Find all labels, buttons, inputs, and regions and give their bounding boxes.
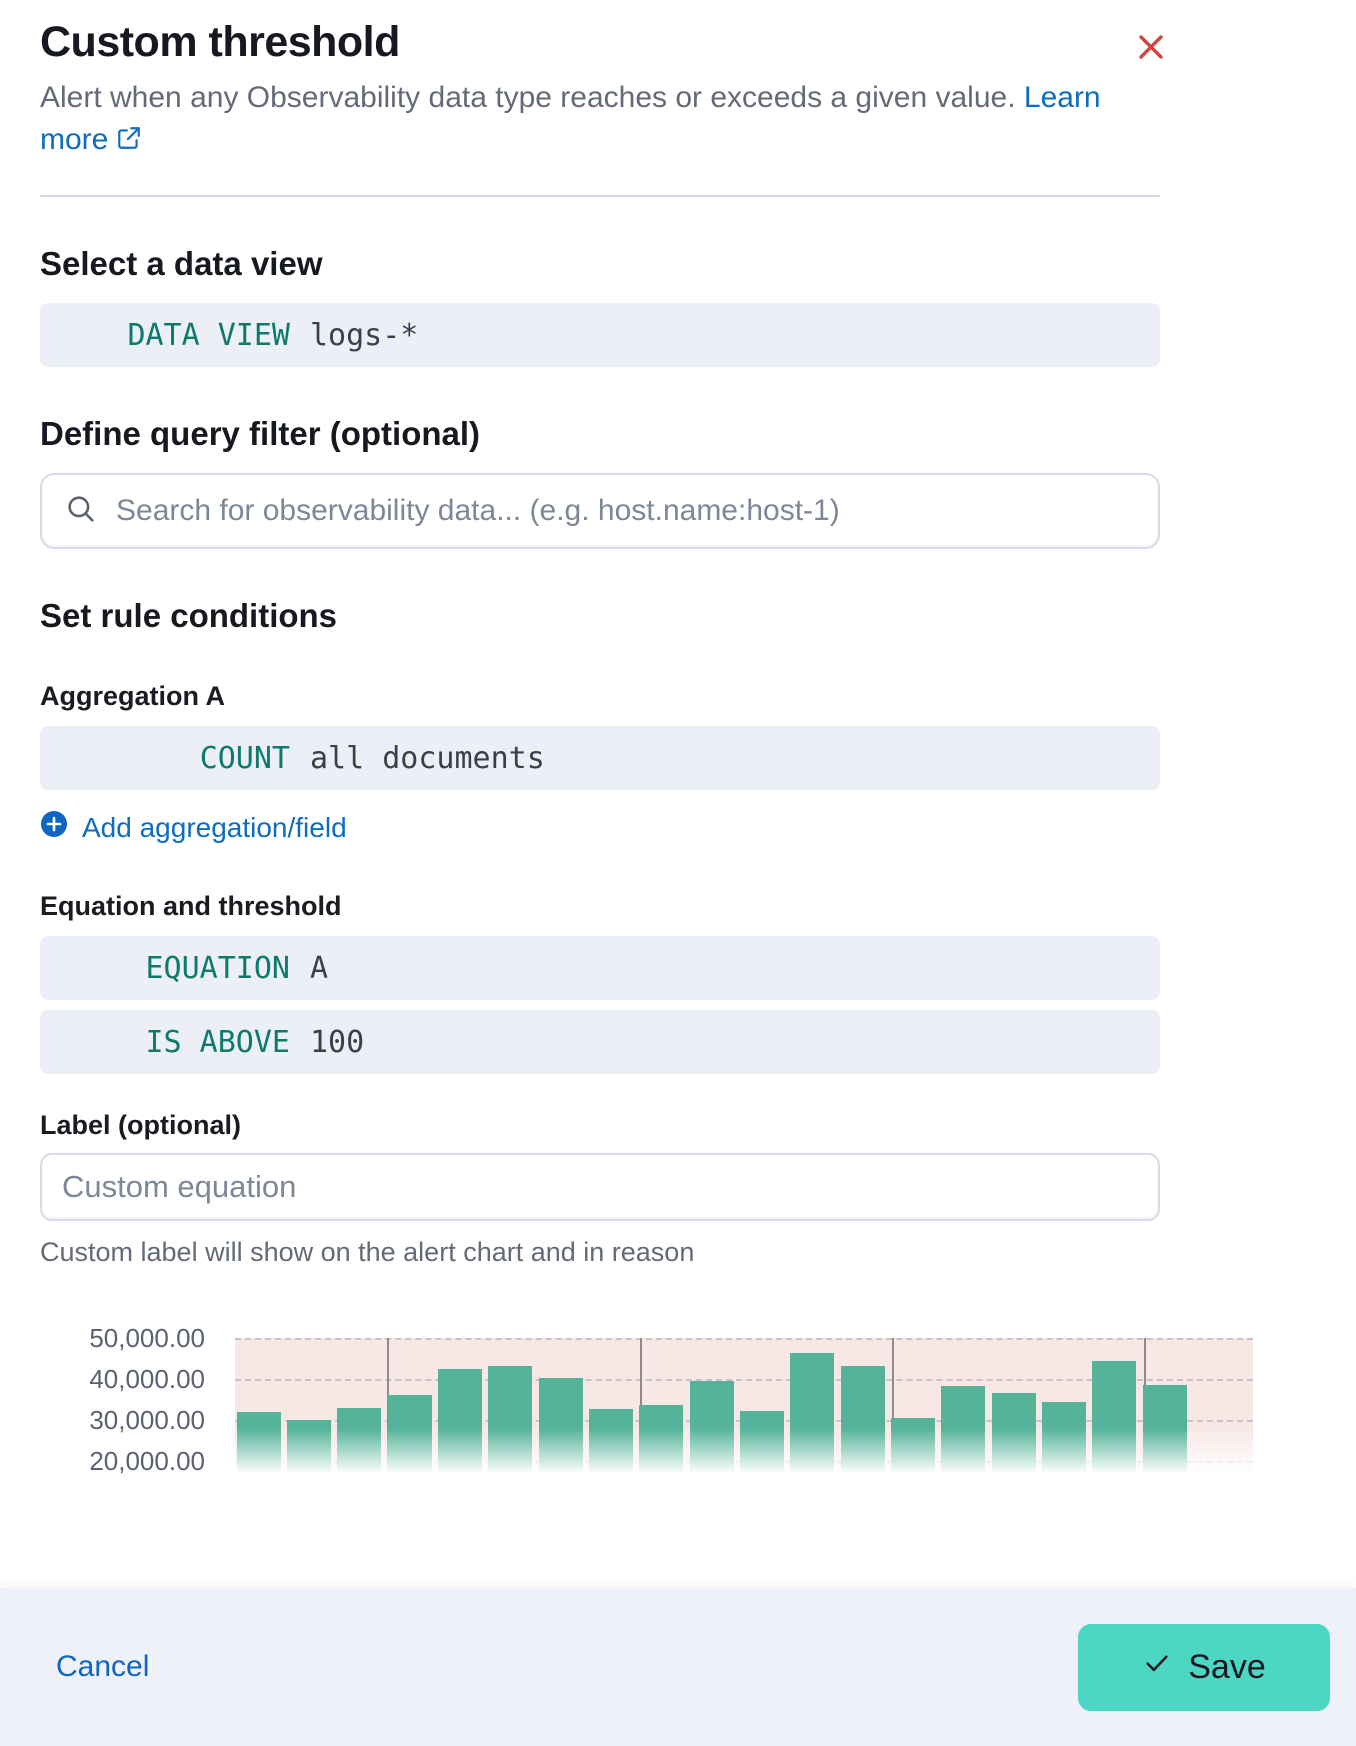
y-axis-tick-label: 40,000.00	[89, 1364, 205, 1394]
aggregation-keyword: COUNT	[199, 740, 290, 776]
y-axis-tick-label: 30,000.00	[89, 1405, 205, 1435]
chart-plot-area	[235, 1338, 1253, 1480]
close-icon	[1134, 52, 1168, 67]
equation-keyword: EQUATION	[145, 950, 290, 986]
page-title: Custom threshold	[40, 18, 400, 66]
y-axis-tick-label: 50,000.00	[89, 1323, 205, 1353]
data-view-keyword: DATA VIEW	[127, 317, 290, 353]
chart-bottom-fade	[235, 1428, 1253, 1480]
header-divider	[40, 195, 1160, 197]
check-icon	[1142, 1648, 1172, 1687]
add-aggregation-label: Add aggregation/field	[82, 811, 347, 843]
close-button[interactable]	[1130, 26, 1170, 66]
equation-expression[interactable]	[40, 936, 1160, 1000]
label-optional-label: Label (optional)	[40, 1110, 241, 1140]
learn-more-label: Learn more	[40, 81, 1101, 156]
y-axis-tick-label: 20,000.00	[89, 1446, 205, 1476]
section-heading-data-view: Select a data view	[40, 245, 323, 282]
save-label: Save	[1188, 1647, 1266, 1686]
external-link-icon	[116, 121, 142, 163]
add-aggregation-button[interactable]	[40, 810, 347, 845]
custom-label-input[interactable]	[40, 1153, 1160, 1221]
query-filter-search-box[interactable]	[40, 473, 1160, 549]
flyout-footer	[0, 1588, 1356, 1746]
cancel-button[interactable]: Cancel	[56, 1650, 150, 1683]
save-button[interactable]	[1078, 1624, 1330, 1711]
aggregation-label: Aggregation A	[40, 681, 225, 711]
data-view-expression[interactable]	[40, 303, 1160, 367]
aggregation-value: all documents	[310, 740, 545, 776]
equation-threshold-label: Equation and threshold	[40, 891, 342, 921]
equation-value: A	[310, 950, 329, 986]
plus-in-circle-icon	[40, 810, 68, 845]
threshold-expression[interactable]	[40, 1010, 1160, 1074]
threshold-preview-chart	[0, 1322, 1253, 1480]
threshold-keyword: IS ABOVE	[145, 1024, 290, 1060]
flyout-description	[40, 77, 1132, 163]
threshold-value: 100	[310, 1024, 365, 1060]
section-heading-query-filter: Define query filter (optional)	[40, 415, 481, 452]
aggregation-expression[interactable]	[40, 726, 1160, 790]
search-input[interactable]	[116, 494, 1136, 528]
section-heading-rule-conditions: Set rule conditions	[40, 597, 338, 634]
description-text: Alert when any Observability data type reaches or exceeds a given value.	[40, 81, 1016, 114]
search-icon	[64, 492, 98, 531]
label-help-text: Custom label will show on the alert chart and in reason	[40, 1237, 695, 1267]
data-view-value: logs-*	[310, 317, 419, 353]
